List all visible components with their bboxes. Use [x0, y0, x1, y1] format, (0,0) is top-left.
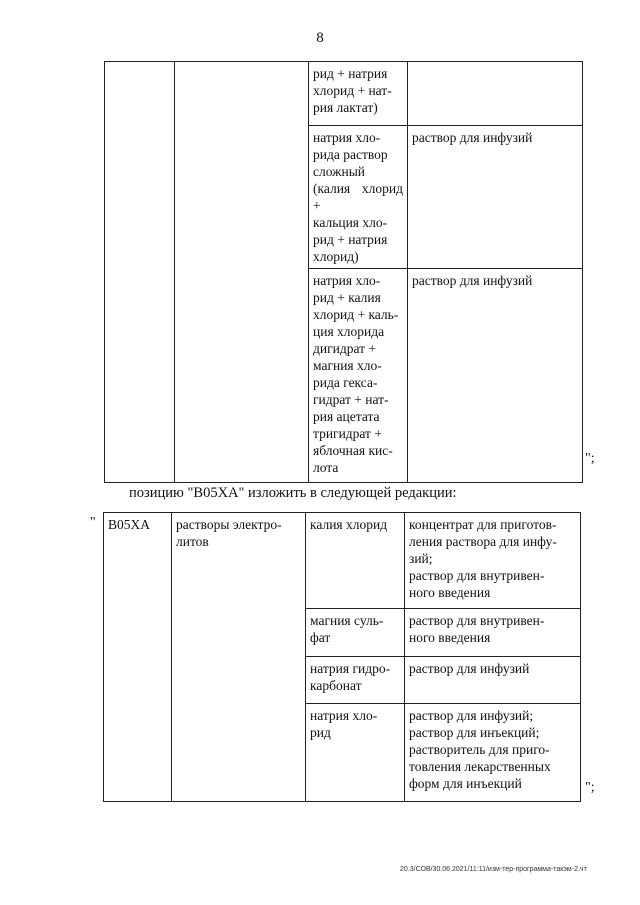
group-cell [175, 62, 309, 483]
dosage-form-cell [408, 126, 583, 269]
pharmacological-group: растворы электро- литов [176, 517, 282, 549]
table-row [105, 62, 583, 126]
dosage-form-cell [408, 269, 583, 483]
dosage-form: раствор для инфузий [412, 273, 533, 288]
drug-name: рид + натрия хлорид + нат- рия лактат) [313, 66, 392, 115]
dosage-form-cell [405, 657, 581, 704]
drug-name: натрия хло- рид + калия хлорид + каль- ция хлорида дигидрат + магния хло- рида гекса- гидрат + нат- рия ацетата тригидрат + яблочная кис- лота [313, 273, 399, 475]
continuation-table [104, 61, 583, 483]
drug-name: магния суль- фат [310, 613, 384, 645]
drug-name: натрия хло- рид [310, 708, 378, 740]
dosage-form: раствор для инфузий [412, 130, 533, 145]
dosage-form-cell [405, 609, 581, 657]
dosage-form-cell [405, 513, 581, 609]
b05xa-table [103, 512, 581, 802]
page-number: 8 [316, 30, 324, 46]
drug-name: натрия хло- рида раствор сложный (калия хлорид + кальция хло- рид + натрия хлорид) [313, 130, 403, 264]
dosage-form-cell [408, 62, 583, 126]
dosage-form: раствор для инфузий [409, 661, 530, 676]
opening-quote-mark: " [90, 515, 96, 530]
group-cell [172, 513, 306, 802]
code-cell [105, 62, 175, 483]
atc-code: В05ХА [108, 517, 151, 532]
dosage-form: концентрат для приготов- ления раствора для инфу- зий; раствор для внутривен- ного введения [409, 517, 557, 600]
closing-quote-mark: "; [585, 780, 595, 795]
closing-quote-mark: "; [585, 451, 595, 466]
edit-instruction: позицию "В05ХА" изложить в следующей редакции: [129, 485, 457, 501]
drug-name-cell [306, 513, 405, 609]
dosage-form: раствор для внутривен- ного введения [409, 613, 545, 645]
table-row [104, 513, 581, 609]
dosage-form: раствор для инфузий; раствор для инъекций; растворитель для приго- товления лекарственных форм для инъекций [409, 708, 551, 791]
drug-name-cell [309, 62, 408, 126]
drug-name-cell [306, 657, 405, 704]
drug-name-cell [306, 704, 405, 802]
document-footer: 20.3/СОВ/30.06.2021/11:11/изм-тер-программа-такэм-2.чт [400, 866, 587, 873]
dosage-form-cell [405, 704, 581, 802]
drug-name-cell [309, 126, 408, 269]
code-cell [104, 513, 172, 802]
drug-name: калия хлорид [310, 517, 388, 532]
drug-name-cell [309, 269, 408, 483]
drug-name: натрия гидро- карбонат [310, 661, 391, 693]
drug-name-cell [306, 609, 405, 657]
